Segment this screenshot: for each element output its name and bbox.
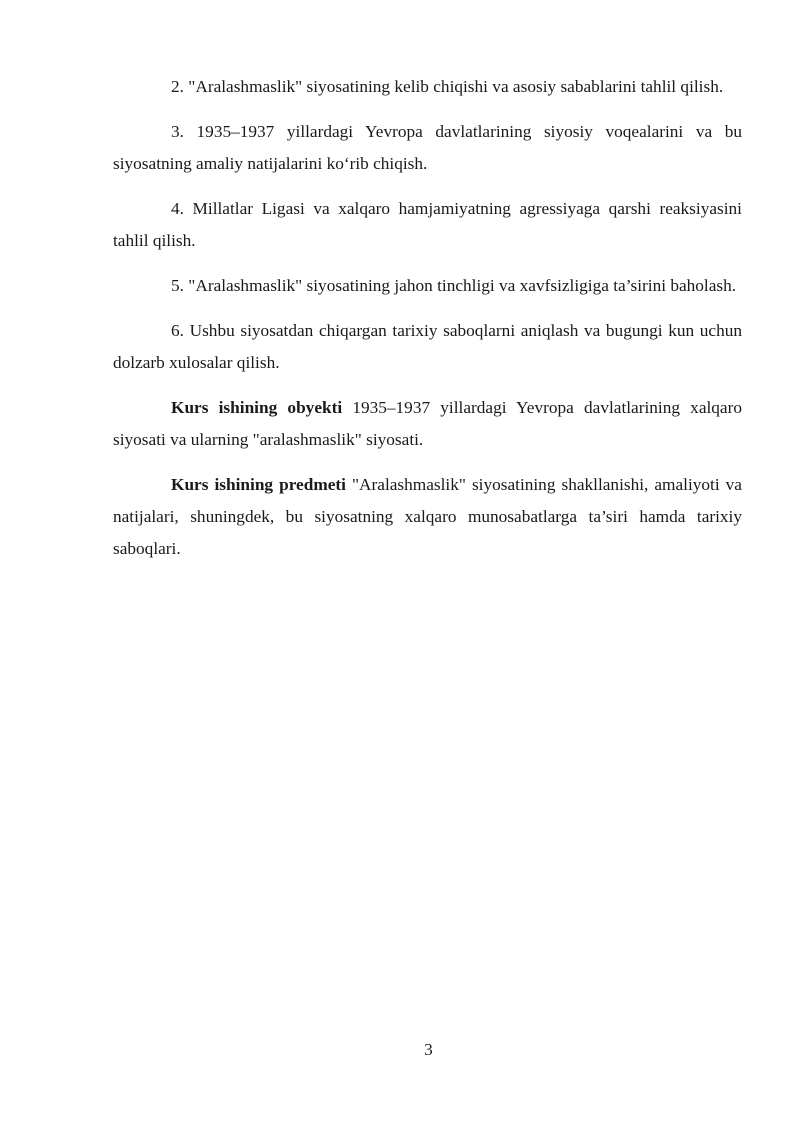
task-item-6: 6. Ushbu siyosatdan chiqargan tarixiy saboqlarni aniqlash va bugungi kun uchun dolzarb xulosalar qilish.: [113, 321, 742, 372]
page-number: 3: [424, 1040, 433, 1059]
subject-paragraph: [113, 469, 742, 565]
object-paragraph: [113, 392, 742, 456]
subject-label: Kurs ishining predmeti: [171, 475, 346, 494]
task-item-4: 4. Millatlar Ligasi va xalqaro hamjamiyatning agressiyaga qarshi reaksiyasini tahlil qilish.: [113, 199, 742, 250]
task-item-2: 2. "Aralashmaslik" siyosatining kelib chiqishi va asosiy sabablarini tahlil qilish.: [171, 77, 724, 96]
task-item-3: 3. 1935–1937 yillardagi Yevropa davlatlarining siyosiy voqealarini va bu siyosatning amaliy natijalarini koʻrib chiqish.: [113, 122, 742, 173]
page-content: [113, 71, 742, 578]
task-item-5: 5. "Aralashmaslik" siyosatining jahon tinchligi va xavfsizligiga ta’sirini baholash.: [171, 276, 737, 295]
subject-text: "Aralashmaslik" siyosatining shakllanishi, amaliyoti va natijalari, shuningdek, bu siyosatning xalqaro munosabatlarga ta’siri hamda tarixiy saboqlari.: [113, 475, 742, 558]
object-label: Kurs ishining obyekti: [171, 398, 343, 417]
object-text: 1935–1937 yillardagi Yevropa davlatlarining xalqaro siyosati va ularning "aralashmaslik" siyosati.: [113, 398, 742, 449]
